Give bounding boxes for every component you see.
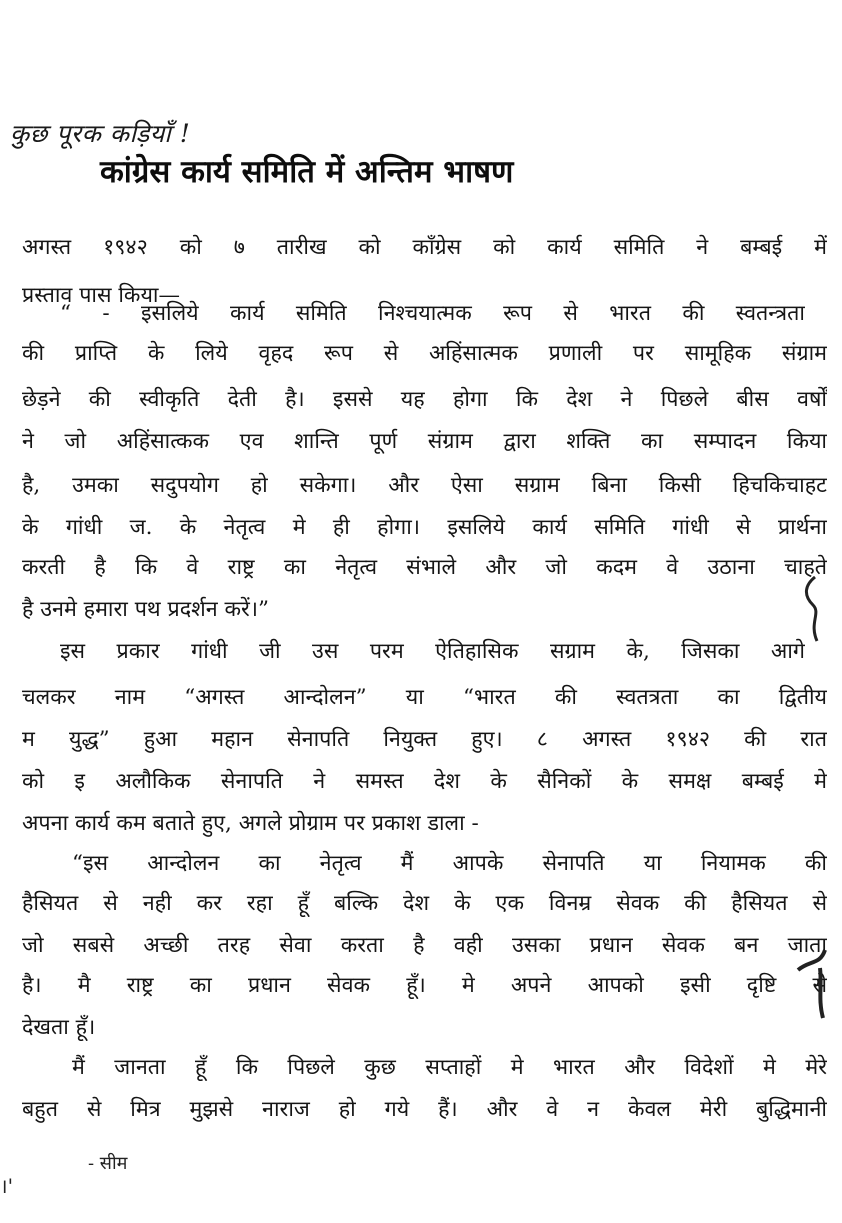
text-line: देखता हूँ। <box>22 1015 96 1040</box>
text-line: चलकर नाम “अगस्त आन्दोलन” या “भारत की स्वतत्रता का द्वितीय <box>22 685 827 710</box>
text-line: करती है कि वे राष्ट्र का नेतृत्व संभाले और जो कदम वे उठाना चाहते <box>22 555 827 580</box>
text-line: है, उमका सदुपयोग हो सकेगा। और ऐसा सग्राम बिना किसी हिचकिचाहट <box>22 473 827 498</box>
text-line: अपना कार्य कम बताते हुए, अगले प्रोग्राम पर प्रकाश डाला - <box>22 811 479 836</box>
text-line: “ - इसलिये कार्य समिति निश्चयात्मक रूप से भारत की स्वतन्त्रता <box>60 301 805 326</box>
text-line: अगस्त १९४२ को ७ तारीख को कॉंग्रेस को कार्य समिति ने बम्बई में <box>22 235 827 260</box>
text-line: प्रस्ताव पास किया— <box>22 283 180 308</box>
page-title: कांग्रेस कार्य समिति में अन्तिम भाषण <box>100 154 514 190</box>
text-line: को इ अलौकिक सेनापति ने समस्त देश के सैनिकों के समक्ष बम्बई मे <box>22 769 827 794</box>
text-line: इस प्रकार गांधी जी उस परम ऐतिहासिक सग्राम के, जिसका आगे <box>60 639 805 664</box>
text-line: के गांधी ज. के नेतृत्व मे ही होगा। इसलिये कार्य समिति गांधी से प्रार्थना <box>22 515 827 540</box>
text-line: की प्राप्ति के लिये वृहद रूप से अहिंसात्मक प्रणाली पर सामूहिक संग्राम <box>22 341 827 366</box>
footnote: - सीम <box>88 1153 128 1174</box>
text-line: हैसियत से नही कर रहा हूँ बल्कि देश के एक विनम्र सेवक की हैसियत से <box>22 891 827 916</box>
text-line: है। मै राष्ट्र का प्रधान सेवक हूँ। मे अपने आपको इसी दृष्टि से <box>22 973 827 998</box>
text-line: बहुत से मित्र मुझसे नाराज हो गये हैं। और वे न केवल मेरी बुद्धिमानी <box>22 1097 827 1122</box>
ink-scribble-icon <box>795 575 835 645</box>
margin-mark: ।' <box>0 1174 14 1198</box>
text-line: छेड़ने की स्वीकृति देती है। इससे यह होगा कि देश ने पिछले बीस वर्षों <box>22 387 827 412</box>
text-line: मैं जानता हूँ कि पिछले कुछ सप्ताहों मे भारत और विदेशों मे मेरे <box>72 1055 827 1080</box>
ink-scribble-icon <box>790 940 835 1020</box>
text-line: “इस आन्दोलन का नेतृत्व मैं आपके सेनापति या नियामक की <box>72 851 827 876</box>
text-line: ने जो अहिंसात्कक एव शान्ति पूर्ण संग्राम द्वारा शक्ति का सम्पादन किया <box>22 429 827 454</box>
handwritten-note: कुछ पूरक कड़ियाँ ! <box>10 119 191 148</box>
text-line: जो सबसे अच्छी तरह सेवा करता है वही उसका प्रधान सेवक बन जाता <box>22 933 827 958</box>
text-line: म युद्ध” हुआ महान सेनापति नियुक्त हुए। ८ अगस्त १९४२ की रात <box>22 727 827 752</box>
text-line: है उनमे हमारा पथ प्रदर्शन करें।” <box>22 597 269 622</box>
